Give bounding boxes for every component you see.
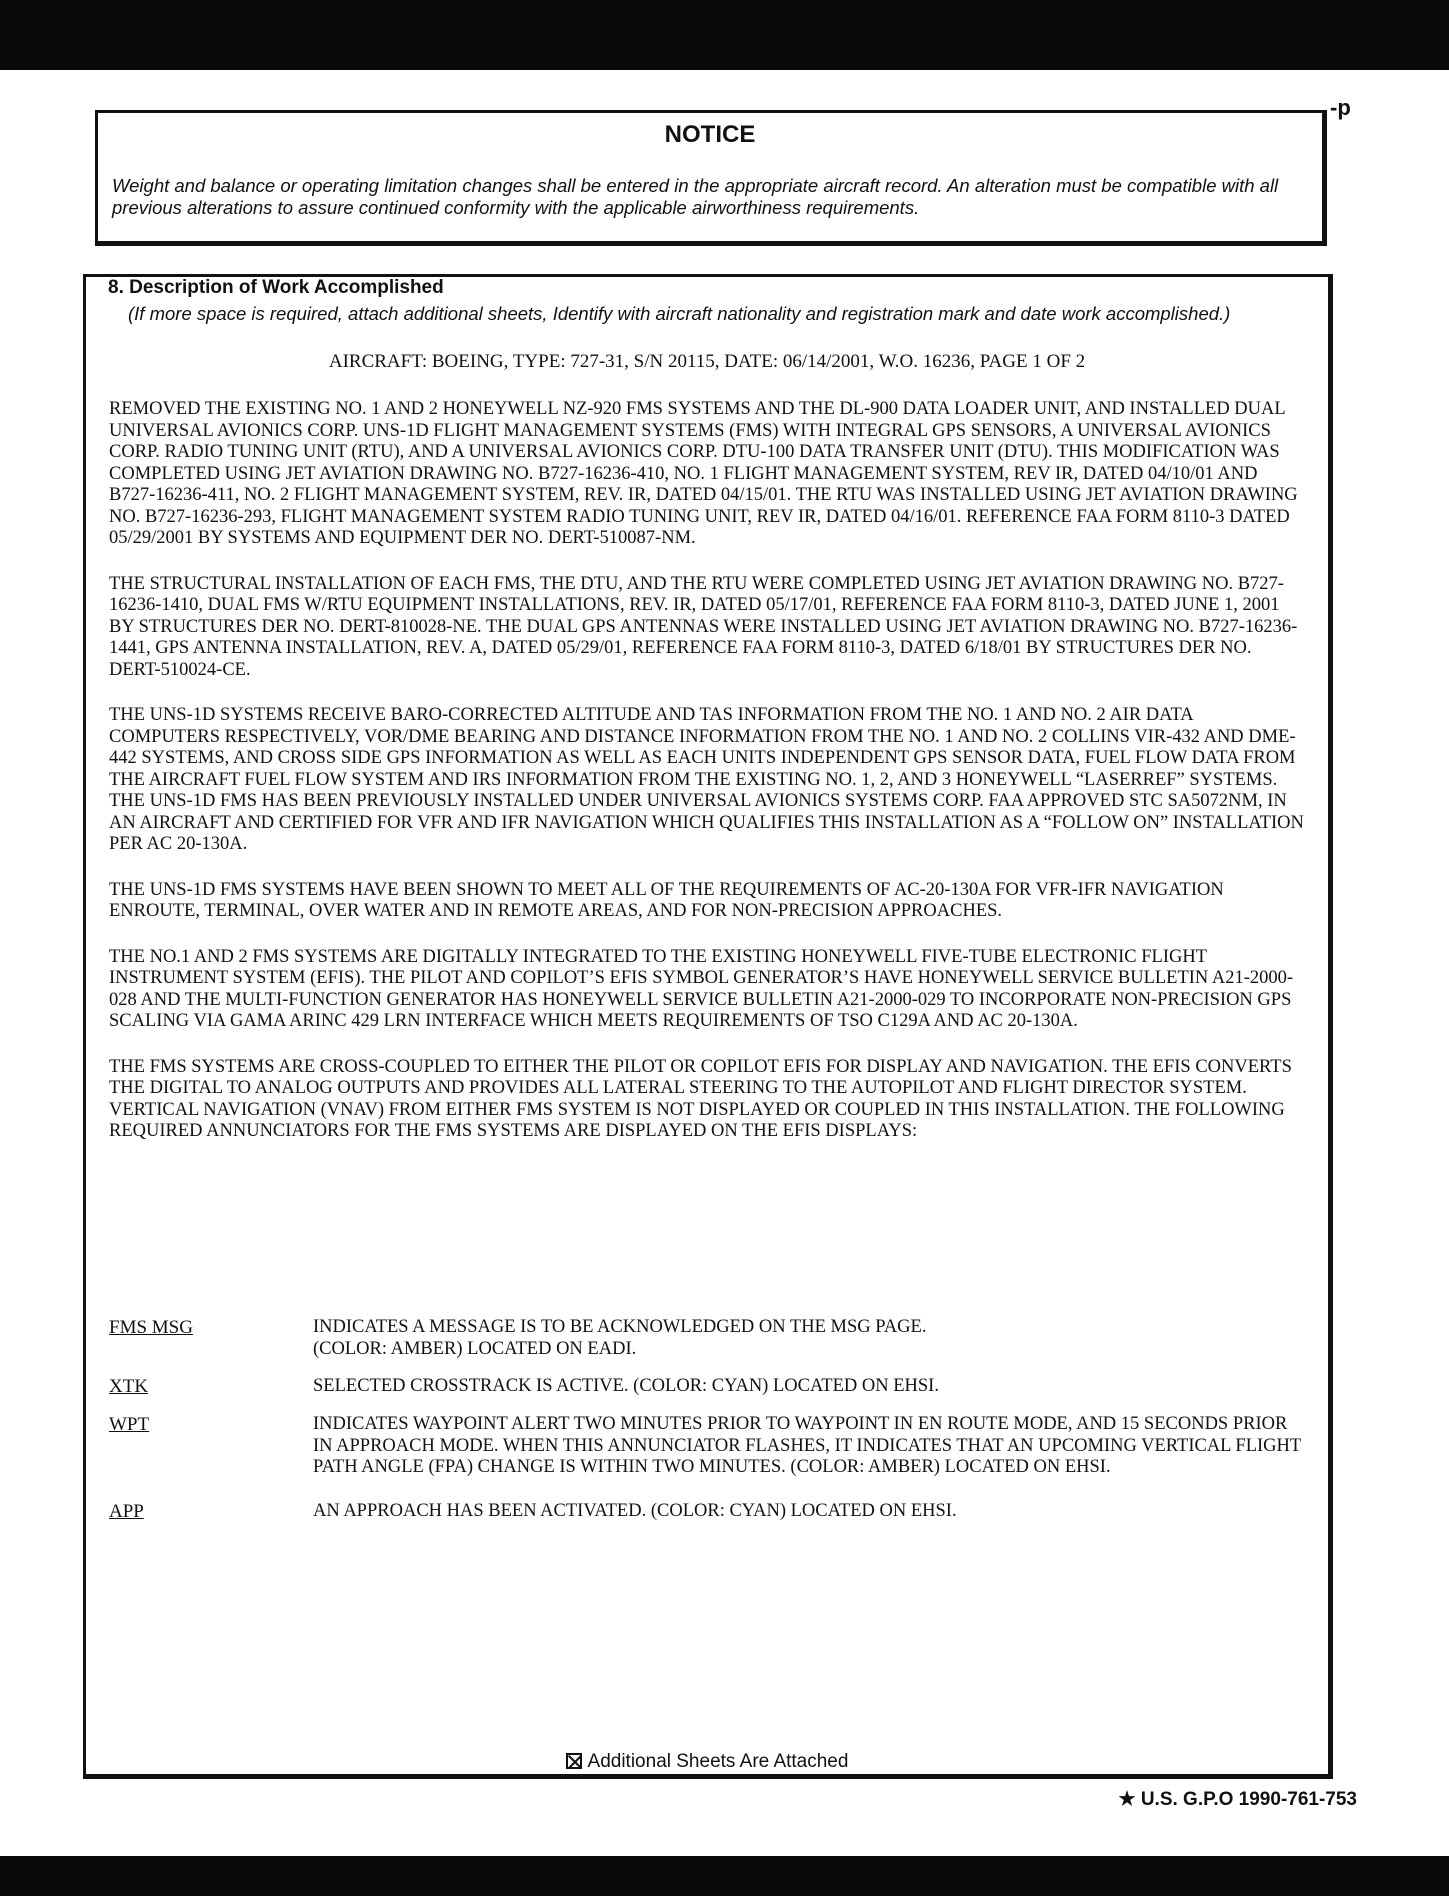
checked-checkbox-icon (566, 1753, 582, 1769)
annunciator-list (109, 1317, 1306, 1539)
section-title: 8. Description of Work Accomplished (108, 277, 444, 298)
aircraft-line: AIRCRAFT: BOEING, TYPE: 727-31, S/N 20115, DATE: 06/14/2001, W.O. 16236, PAGE 1 OF 2 (328, 351, 1086, 372)
additional-sheets (86, 1751, 1328, 1773)
notice-box (95, 110, 1327, 246)
paragraph-requirements: THE UNS-1D FMS SYSTEMS HAVE BEEN SHOWN TO MEET ALL OF THE REQUIREMENTS OF AC-20-130A FOR VFR-IFR NAVIGATION ENROUTE, TERMINAL, OVER WATER AND IN REMOTE AREAS, AND FOR NON-PRECISION APPROACHES. (109, 879, 1224, 921)
paragraph-cross-coupled: THE FMS SYSTEMS ARE CROSS-COUPLED TO EITHER THE PILOT OR COPILOT EFIS FOR DISPLAY AND NAVIGATION. THE EFIS CONVERTS THE DIGITAL TO ANALOG OUTPUTS AND PROVIDES ALL LATERAL STEERING TO THE AUTOPILOT AND FLIGHT DIRECTOR SYSTEM. VERTICAL NAVIGATION (VNAV) FROM EITHER FMS SYSTEM IS NOT DISPLAYED OR COUPLED IN THIS INSTALLATION. THE FOLLOWING REQUIRED ANNUNCIATORS FOR THE FMS SYSTEMS ARE DISPLAYED ON THE EFIS DISPLAYS: (109, 1056, 1292, 1141)
paragraph-structural: THE STRUCTURAL INSTALLATION OF EACH FMS, THE DTU, AND THE RTU WERE COMPLETED USING JET AVIATION DRAWING NO. B727-16236-1410, DUAL FMS W/RTU EQUIPMENT INSTALLATIONS, REV. IR, DATED 05/17/01, REFERENCE FAA FORM 8110-3, DATED JUNE 1, 2001 BY STRUCTURES DER NO. DERT-810028-NE. THE DUAL GPS ANTENNAS WERE INSTALLED USING JET AVIATION DRAWING NO. B727-16236-1441, GPS ANTENNA INSTALLATION, REV. A, DATED 05/29/01, REFERENCE FAA FORM 8110-3, DATED 6/18/01 BY STRUCTURES DER NO. DERT-510024-CE. (109, 573, 1298, 680)
work-paragraphs (109, 399, 1306, 1167)
annunciator-desc-line: INDICATES A MESSAGE IS TO BE ACKNOWLEDGED ON THE MSG PAGE. (313, 1317, 927, 1337)
additional-sheets-label: Additional Sheets Are Attached (587, 1751, 849, 1772)
annunciator-code: XTK (109, 1376, 149, 1397)
annunciator-code: APP (109, 1500, 144, 1522)
section-subtitle: (If more space is required, attach additional sheets, Identify with aircraft nationality and registration mark and date work accomplished.) (128, 303, 1231, 324)
work-description-box (83, 274, 1333, 1779)
paragraph-systems: THE UNS-1D SYSTEMS RECEIVE BARO-CORRECTED ALTITUDE AND TAS INFORMATION FROM THE NO. 1 AND NO. 2 AIR DATA COMPUTERS RESPECTIVELY, VOR/DME BEARING AND DISTANCE INFORMATION FROM THE NO. 1 AND NO. 2 COLLINS VIR-432 AND DME-442 SYSTEMS, AND CROSS SIDE GPS INFORMATION AS WELL AS EACH UNITS INDEPENDENT GPS SENSOR DATA, FUEL FLOW DATA FROM THE AIRCRAFT FUEL FLOW SYSTEM AND IRS INFORMATION FROM THE EXISTING NO. 1, 2, AND 3 HONEYWELL “LASERREF” SYSTEMS. THE UNS-1D FMS HAS BEEN PREVIOUSLY INSTALLED UNDER UNIVERSAL AVIONICS SYSTEMS CORP. FAA APPROVED STC SA5072NM, IN AN AIRCRAFT AND CERTIFIED FOR VFR AND IFR NAVIGATION WHICH QUALIFIES THIS INSTALLATION AS A “FOLLOW ON” INSTALLATION PER AC 20-130A. (109, 705, 1304, 854)
notice-title: NOTICE (664, 121, 756, 148)
notice-text: Weight and balance or operating limitation changes shall be entered in the appropriate aircraft record. An alteration must be compatible with all previous alterations to assure continued conformity with the applicable airworthiness requirements. (112, 175, 1279, 218)
annunciator-code: WPT (109, 1414, 150, 1435)
gpo-imprint: ★ U.S. G.P.O 1990-761-753 (1118, 1789, 1357, 1810)
scan-top-border (0, 0, 1449, 70)
annunciator-desc: AN APPROACH HAS BEEN ACTIVATED. (COLOR: CYAN) LOCATED ON EHSI. (313, 1500, 957, 1521)
annunciator-code: FMS MSG (109, 1317, 193, 1338)
annunciator-desc (313, 1317, 1306, 1360)
corner-mark: -p (1330, 95, 1351, 120)
annunciator-row (109, 1317, 1306, 1360)
scan-bottom-border (0, 1856, 1449, 1896)
paragraph-removal: REMOVED THE EXISTING NO. 1 AND 2 HONEYWELL NZ-920 FMS SYSTEMS AND THE DL-900 DATA LOADER UNIT, AND INSTALLED DUAL UNIVERSAL AVIONICS CORP. UNS-1D FLIGHT MANAGEMENT SYSTEMS (FMS) WITH INTEGRAL GPS SENSORS, A UNIVERSAL AVIONICS CORP. RADIO TUNING UNIT (RTU), AND A UNIVERSAL AVIONICS CORP. DTU-100 DATA TRANSFER UNIT (DTU). THIS MODIFICATION WAS COMPLETED USING JET AVIATION DRAWING NO. B727-16236-410, NO. 1 FLIGHT MANAGEMENT SYSTEM, REV IR, DATED 04/10/01 AND B727-16236-411, NO. 2 FLIGHT MANAGEMENT SYSTEM, REV. IR, DATED 04/15/01. THE RTU WAS INSTALLED USING JET AVIATION DRAWING NO. B727-16236-293, FLIGHT MANAGEMENT SYSTEM RADIO TUNING UNIT, REV IR, DATED 04/16/01. REFERENCE FAA FORM 8110-3 DATED 05/29/2001 BY SYSTEMS AND EQUIPMENT DER NO. DERT-510087-NM. (109, 399, 1298, 548)
annunciator-row (109, 1501, 1306, 1523)
paragraph-efis: THE NO.1 AND 2 FMS SYSTEMS ARE DIGITALLY INTEGRATED TO THE EXISTING HONEYWELL FIVE-TUBE ELECTRONIC FLIGHT INSTRUMENT SYSTEM (EFIS). THE PILOT AND COPILOT’S EFIS SYMBOL GENERATOR’S HAVE HONEYWELL SERVICE BULLETIN A21-2000-028 AND THE MULTI-FUNCTION GENERATOR HAS HONEYWELL SERVICE BULLETIN A21-2000-029 TO INCORPORATE NON-PRECISION GPS SCALING VIA GAMA ARINC 429 LRN INTERFACE WHICH MEETS REQUIREMENTS OF TSO C129A AND AC 20-130A. (109, 946, 1294, 1031)
annunciator-desc: SELECTED CROSSTRACK IS ACTIVE. (COLOR: CYAN) LOCATED ON EHSI. (313, 1376, 939, 1396)
annunciator-row (109, 1376, 1306, 1398)
annunciator-desc-line: (COLOR: AMBER) LOCATED ON EADI. (313, 1338, 637, 1359)
annunciator-row (109, 1414, 1306, 1479)
annunciator-desc: INDICATES WAYPOINT ALERT TWO MINUTES PRIOR TO WAYPOINT IN EN ROUTE MODE, AND 15 SECONDS PRIOR IN APPROACH MODE. WHEN THIS ANNUNCIATOR FLASHES, IT INDICATES THAT AN UPCOMING VERTICAL FLIGHT PATH ANGLE (FPA) CHANGE IS WITHIN TWO MINUTES. (COLOR: AMBER) LOCATED ON EHSI. (313, 1414, 1301, 1477)
